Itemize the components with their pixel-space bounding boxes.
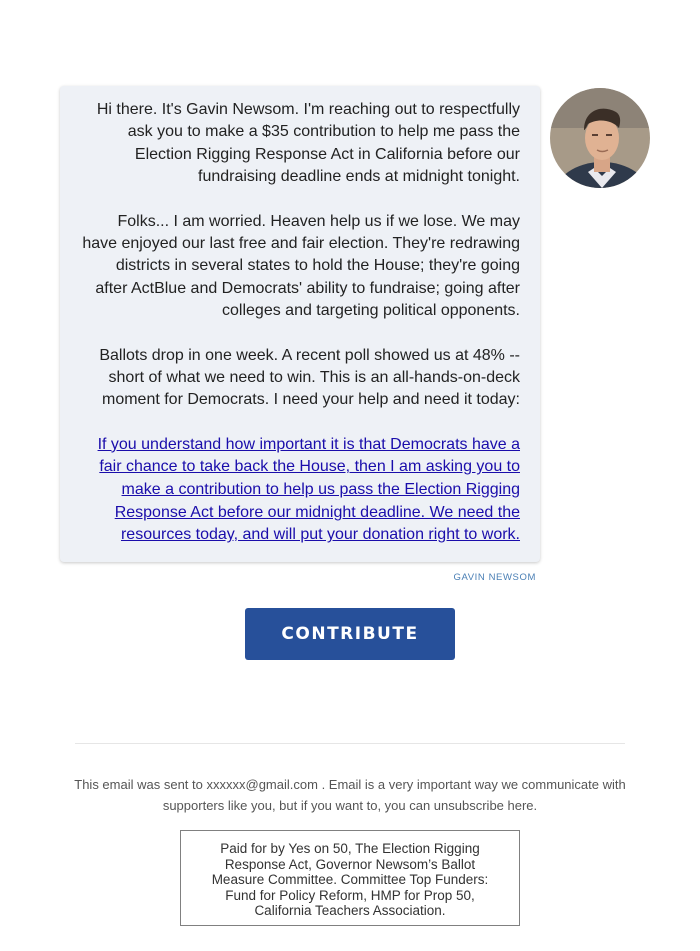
footer-prefix: This email was sent to [74,777,203,792]
divider [75,743,625,744]
donation-link[interactable]: If you understand how important it is that Democrats have a fair chance to take back the House, then I am asking you to make a contribution to help us pass the Election Rigging Response Act before our midnight deadline. We need the resources today, and will put your donation right to work. [97,435,520,544]
recipient-email[interactable]: xxxxxx@gmail.com [206,777,318,792]
footer-suffix: . Email is a very important way we communicate with supporters like you, but if you want to, you can unsubscribe here. [162,777,626,813]
signature: GAVIN NEWSOM [453,572,536,583]
footer-notice [60,774,640,816]
message-paragraph: Hi there. It's Gavin Newsom. I'm reaching out to respectfully ask you to make a $35 contribution to help me pass the Election Rigging Response Act in California before our fundraising deadline ends at midnight tonight. [96,101,520,186]
avatar [550,88,650,188]
message-paragraph: Folks... I am worried. Heaven help us if we lose. We may have enjoyed our last free and fair election. They're redrawing districts in several states to hold the House; they're going after ActBlue and Democrats' ability to fundraise; going after colleges and targeting political opponents. [82,212,520,320]
message-bubble [60,86,540,562]
message-paragraph: Ballots drop in one week. A recent poll showed us at 48% -- short of what we need to win. This is an all-hands-on-deck moment for Democrats. I need your help and need it today: [99,346,520,409]
portrait-image [550,88,650,188]
contribute-button[interactable]: CONTRIBUTE [245,608,455,660]
paid-for-disclaimer: Paid for by Yes on 50, The Election Rigging Response Act, Governor Newsom’s Ballot Measure Committee. Committee Top Funders: Fund for Policy Reform, HMP for Prop 50, California Teachers Association. [180,830,520,926]
